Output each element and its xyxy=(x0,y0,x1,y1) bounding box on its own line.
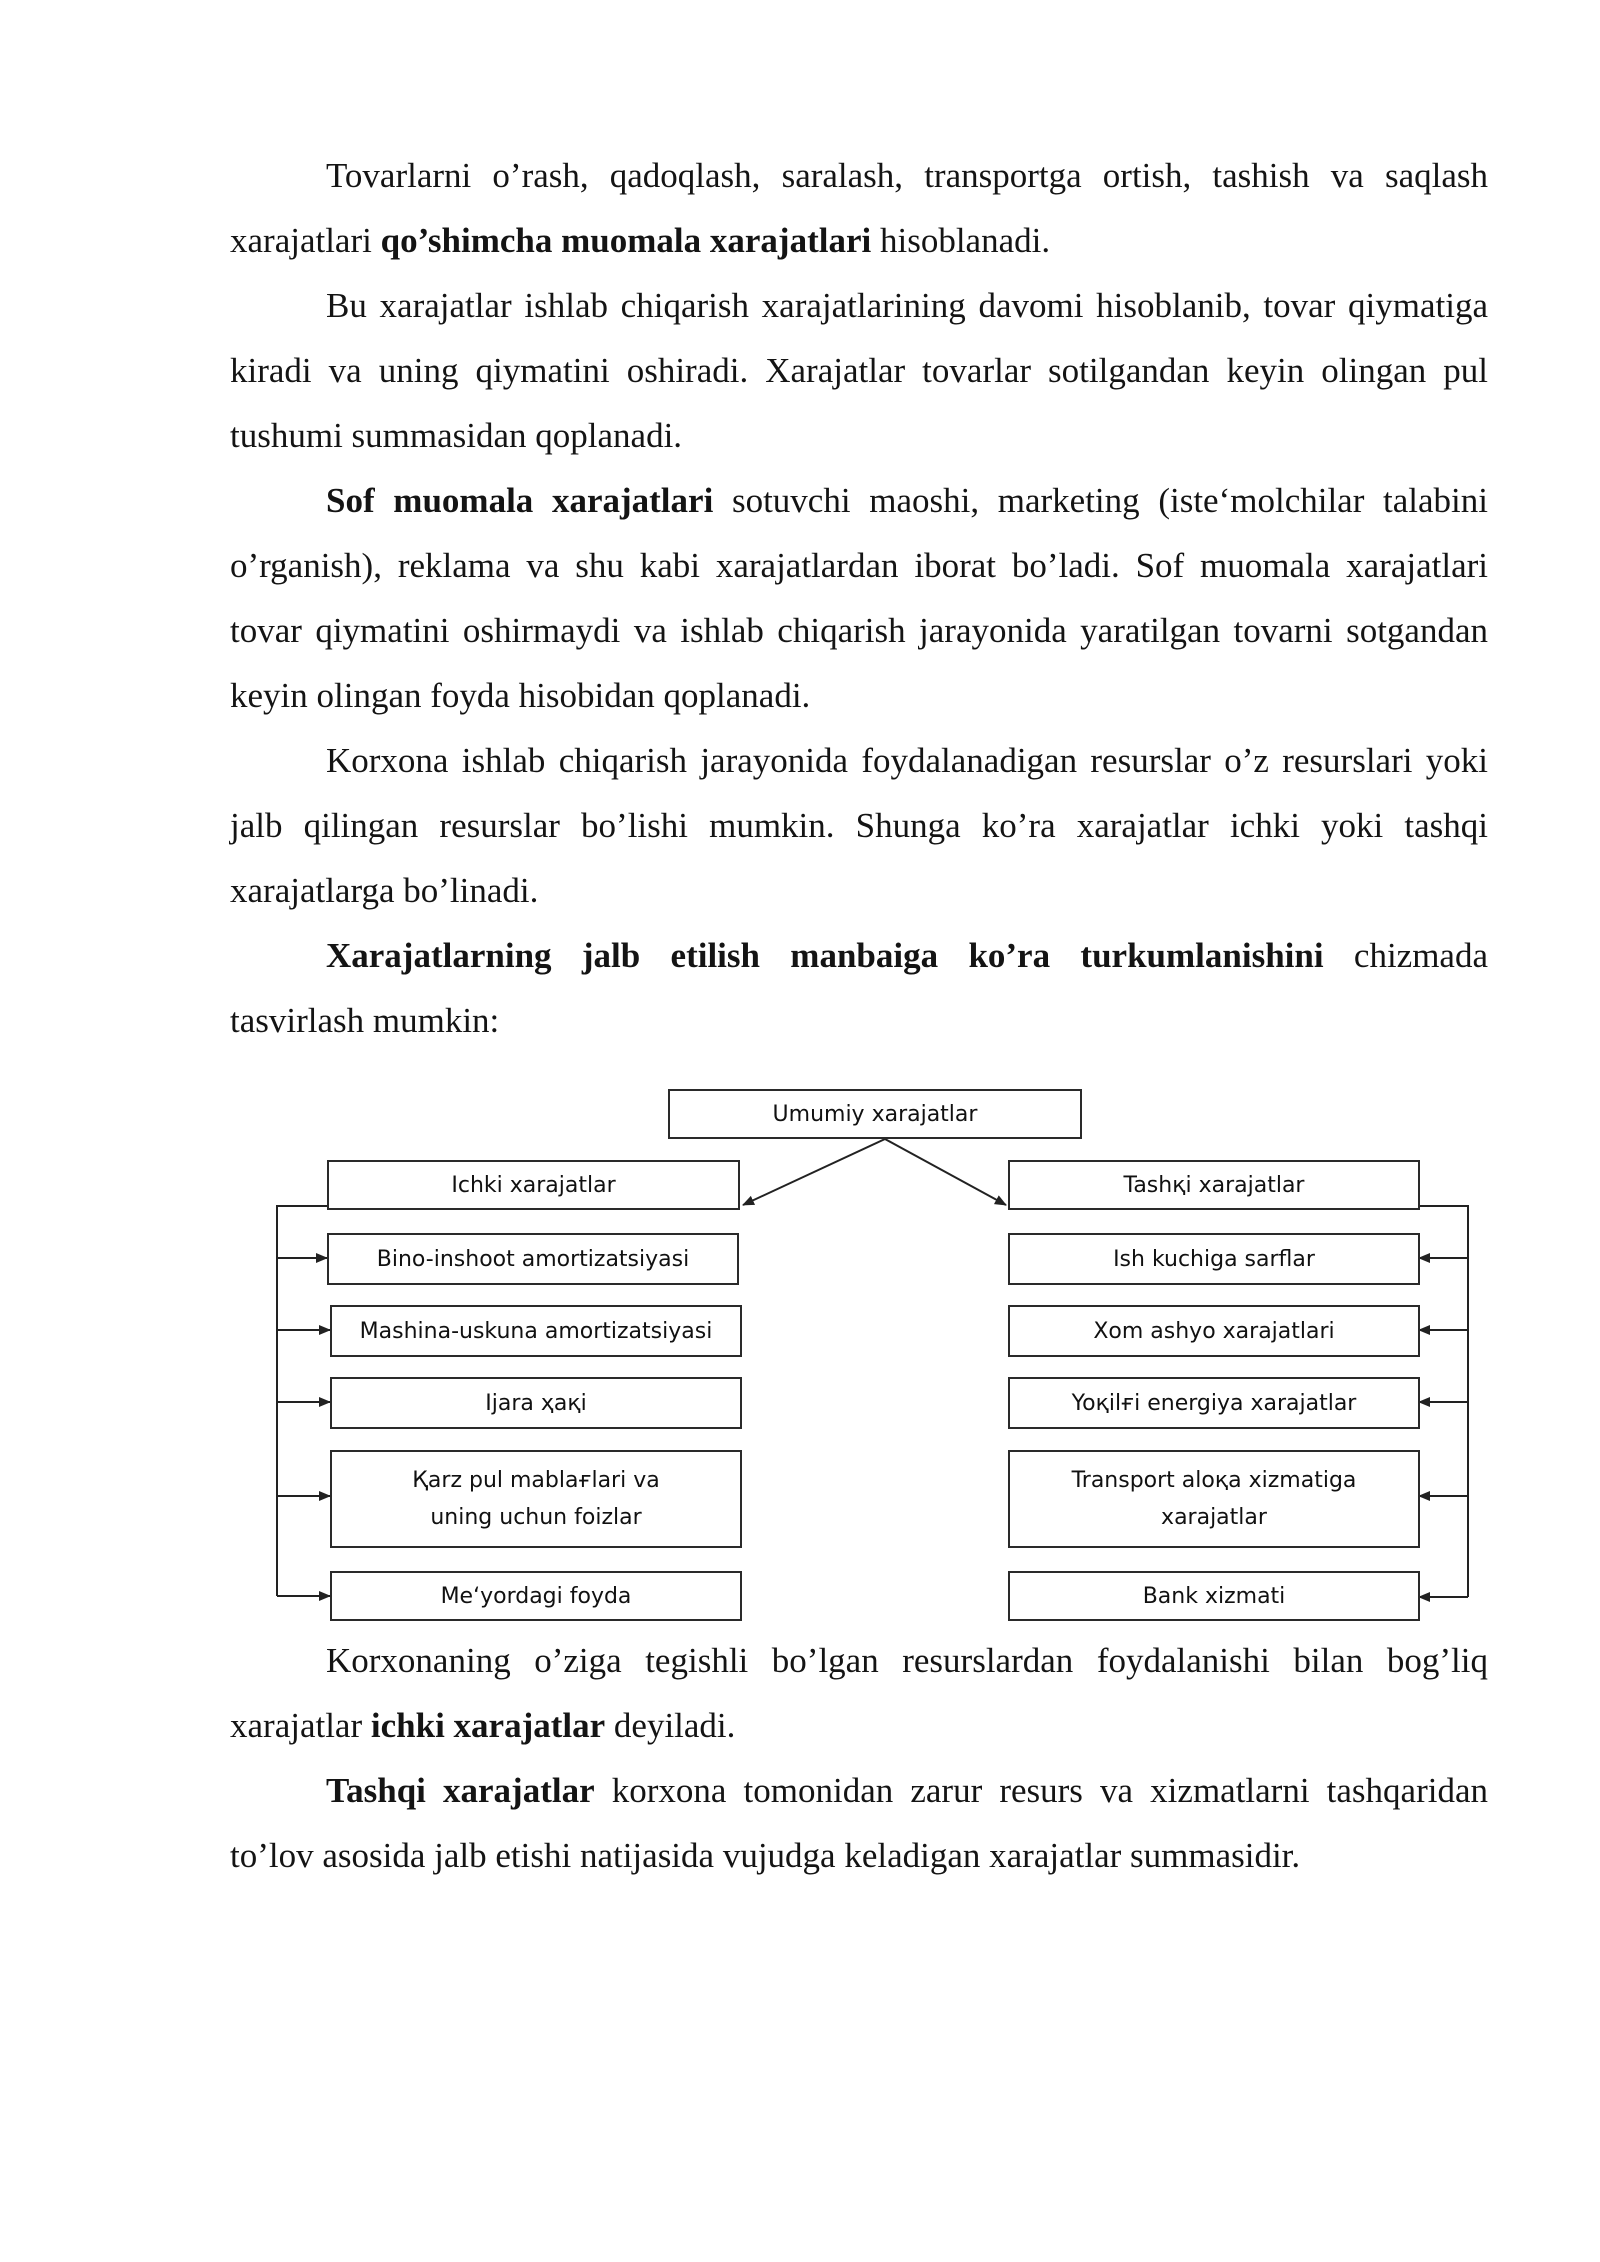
arrow-to-external xyxy=(885,1139,1006,1205)
external-costs-box: Tashқi xarajatlar xyxy=(1008,1160,1420,1210)
right-item-box: Transport aloқa xizmatiga xarajatlar xyxy=(1008,1450,1420,1548)
left-item-box: Mashina-uskuna amortizatsiyasi xyxy=(330,1305,742,1357)
right-item-box: Yoқilғi energiya xarajatlar xyxy=(1008,1377,1420,1429)
left-item-box: Қarz pul mablaғlari va uning uchun foizlar xyxy=(330,1450,742,1548)
right-item-box: Bank xizmati xyxy=(1008,1571,1420,1621)
paragraph-text: deyiladi. xyxy=(605,1706,736,1745)
left-bracket-line xyxy=(277,1206,327,1596)
paragraph-classification xyxy=(230,923,1488,1053)
left-item-box: Me‘yordagi foyda xyxy=(330,1571,742,1621)
paragraph-cost-continuation: Bu xarajatlar ishlab chiqarish xarajatlarining davomi hisoblanib, tovar qiymatiga kiradi va uning qiymatini oshiradi. Xarajatlar tovarlar sotilgandan keyin olingan pul tushumi summasidan qoplanadi. xyxy=(230,286,1488,455)
paragraph-net-costs xyxy=(230,468,1488,728)
left-item-box: Bino-inshoot amortizatsiyasi xyxy=(327,1233,739,1285)
paragraph-text: Korxonaning o’ziga tegishli bo’lgan resurslardan foydalanishi bilan bog’liq xarajatlar xyxy=(230,1641,1488,1745)
paragraph-resources: Korxona ishlab chiqarish jarayonida foydalanadigan resurslar o’z resurslari yoki jalb qilingan resurslar bo’lishi mumkin. Shunga ko’ra xarajatlar ichki yoki tashqi xarajatlarga bo’linadi. xyxy=(230,741,1488,910)
paragraph-text: chizmada tasvirlash mumkin: xyxy=(230,936,1488,1040)
bottom-text-block xyxy=(230,1628,1488,1888)
paragraph-text: Tovarlarni o’rash, qadoqlash, saralash, transportga ortish, tashish va saqlash xarajatlari xyxy=(230,156,1488,260)
paragraph-external-costs xyxy=(230,1758,1488,1888)
bold-term: ichki xarajatlar xyxy=(370,1706,606,1745)
bold-term: Tashqi xarajatlar xyxy=(326,1771,595,1810)
bold-term: qo’shimcha muomala xarajatlari xyxy=(380,221,872,260)
internal-costs-box: Ichki xarajatlar xyxy=(327,1160,740,1210)
paragraph-text: sotuvchi maoshi, marketing (iste‘molchilar talabini o’rganish), reklama va shu kabi xarajatlardan iborat bo’ladi. Sof muomala xarajatlari tovar qiymatini oshirmaydi va ishlab chiqarish jarayonida yaratilgan tovarni sotgandan keyin olingan foyda hisobidan qoplanadi. xyxy=(230,481,1489,715)
arrow-to-internal xyxy=(743,1139,885,1205)
paragraph-internal-costs xyxy=(230,1628,1488,1758)
paragraph-text: korxona tomonidan zarur resurs va xizmatlarni tashqaridan to’lov asosida jalb etishi natijasida vujudga keladigan xarajatlar summasidir. xyxy=(230,1771,1488,1875)
top-text-block xyxy=(230,143,1488,1053)
right-item-box: Xom ashyo xarajatlari xyxy=(1008,1305,1420,1357)
bold-term: Sof muomala xarajatlari xyxy=(326,481,714,520)
left-item-box: Ijara ҳақі xyxy=(330,1377,742,1429)
root-box: Umumiy xarajatlar xyxy=(668,1089,1082,1139)
paragraph-text: hisoblanadi. xyxy=(871,221,1051,260)
right-item-box: Ish kuchiga sarflar xyxy=(1008,1233,1420,1285)
paragraph-additional-costs xyxy=(230,143,1488,273)
bold-term: Xarajatlarning jalb etilish manbaiga ko’ra turkumlanishini xyxy=(326,936,1324,975)
right-bracket-line xyxy=(1419,1206,1468,1597)
